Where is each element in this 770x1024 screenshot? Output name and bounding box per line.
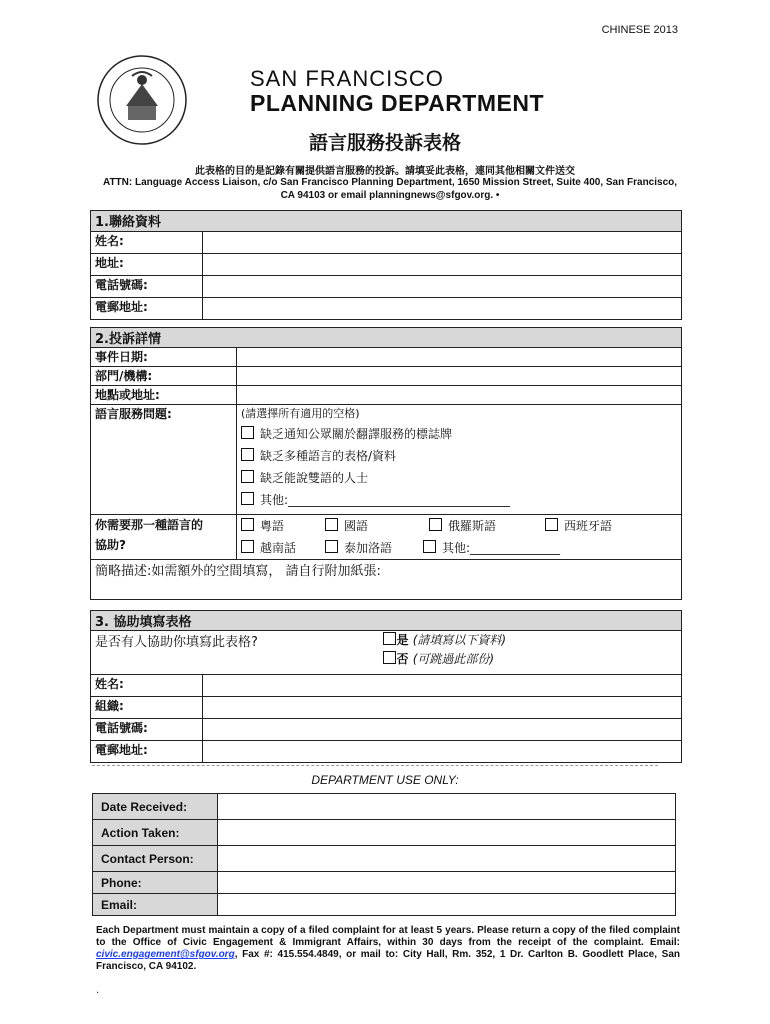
phone-field[interactable] xyxy=(203,276,682,298)
field-label: Action Taken: xyxy=(93,820,218,846)
language-option[interactable]: 俄羅斯語 xyxy=(429,515,545,537)
issue-option[interactable]: 其他:_____________________________________ xyxy=(241,489,677,511)
contact-section xyxy=(90,210,682,320)
field-label: 地點或地址: xyxy=(91,386,237,405)
checkbox[interactable] xyxy=(545,518,558,531)
incident-date-field[interactable] xyxy=(237,348,682,367)
checkbox[interactable] xyxy=(383,651,396,664)
email-link[interactable]: civic.engagement@sfgov.org xyxy=(96,949,235,960)
attn-text xyxy=(90,176,690,202)
org-name-line1: SAN FRANCISCO xyxy=(250,66,444,91)
field-label: Contact Person: xyxy=(93,846,218,872)
checkbox[interactable] xyxy=(241,448,254,461)
section-heading: 2.投訴詳情 xyxy=(91,328,682,348)
checkbox[interactable] xyxy=(423,540,436,553)
field-label: 部門/機構: xyxy=(91,367,237,386)
field-label: 電郵地址: xyxy=(91,741,203,763)
language-option[interactable]: 其他:_______________ xyxy=(423,537,560,559)
checkbox[interactable] xyxy=(429,518,442,531)
field-label: Date Received: xyxy=(93,794,218,820)
field-label: 電話號碼: xyxy=(91,276,203,298)
field-label: 地址: xyxy=(91,254,203,276)
section-heading: 1.聯絡資料 xyxy=(91,211,682,232)
checkbox[interactable] xyxy=(241,426,254,439)
helper-phone-field[interactable] xyxy=(203,719,682,741)
field-label: 語言服務問題: xyxy=(91,405,237,515)
field-label: 電郵地址: xyxy=(91,298,203,320)
department-use-table xyxy=(92,793,676,916)
footer-dot: . xyxy=(96,985,100,996)
footer-text: Each Department must maintain a copy of a filed complaint for at least 5 years. Please return a copy of the filed complaint to the Office of Civic Engagement & Immigrant Affairs, within 30 days from the receipt of the complaint. Email: xyxy=(96,925,680,948)
field-label: 姓名: xyxy=(91,232,203,254)
assistance-question: 是否有人協助你填寫此表格? xyxy=(91,631,383,675)
description-field[interactable]: 簡略描述:如需額外的空間填寫， 請自行附加紙張: xyxy=(91,560,682,600)
language-label-line1: 你需要那一種語言的 xyxy=(95,518,204,532)
dept-email-field[interactable] xyxy=(218,894,676,916)
issue-options xyxy=(237,405,682,515)
dept-phone-field[interactable] xyxy=(218,872,676,894)
name-field[interactable] xyxy=(203,232,682,254)
contact-person-field[interactable] xyxy=(218,846,676,872)
helper-name-field[interactable] xyxy=(203,675,682,697)
purpose-text: 此表格的目的是記錄有關提供語言服務的投訴。請填妥此表格，連同其他相關文件送交 xyxy=(195,166,575,177)
language-option[interactable]: 泰加洛語 xyxy=(325,537,423,559)
no-option[interactable]: 否 (可跳過此部份) xyxy=(383,650,678,669)
checkbox[interactable] xyxy=(241,540,254,553)
field-label: 事件日期: xyxy=(91,348,237,367)
issue-option[interactable]: 缺乏能說雙語的人士 xyxy=(241,467,677,489)
date-received-field[interactable] xyxy=(218,794,676,820)
email-field[interactable] xyxy=(203,298,682,320)
checkbox[interactable] xyxy=(383,632,396,645)
divider xyxy=(92,765,658,766)
footer-note xyxy=(96,925,680,973)
language-options xyxy=(237,515,682,560)
helper-organization-field[interactable] xyxy=(203,697,682,719)
checkbox[interactable] xyxy=(325,540,338,553)
checkbox[interactable] xyxy=(325,518,338,531)
attn-line-1: ATTN: Language Access Liaison, c/o San Francisco Planning Department, 1650 Mission Street, Suite 400, San Francisco, xyxy=(102,177,678,188)
location-field[interactable] xyxy=(237,386,682,405)
action-taken-field[interactable] xyxy=(218,820,676,846)
form-title: 語言服務投訴表格 xyxy=(308,132,461,154)
yes-option[interactable]: 是 (請填寫以下資料) xyxy=(383,631,678,650)
checkbox[interactable] xyxy=(241,492,254,505)
field-label: 電話號碼: xyxy=(91,719,203,741)
language-label-line2: 協助? xyxy=(95,538,126,552)
footer-text: , Fax #: 415.554.4849, or mail to: City Hall, Rm. 352, 1 Dr. Carlton B. Goodlett Place, San Francisco, CA 94102. xyxy=(96,949,680,972)
org-name-line2: PLANNING DEPARTMENT xyxy=(250,90,545,116)
language-option[interactable]: 國語 xyxy=(325,515,429,537)
assistance-options xyxy=(383,631,682,675)
field-label: 組織: xyxy=(91,697,203,719)
field-label: Phone: xyxy=(93,872,218,894)
language-label xyxy=(91,515,237,560)
language-option[interactable]: 越南話 xyxy=(241,537,325,559)
checkbox[interactable] xyxy=(241,470,254,483)
field-label: Email: xyxy=(93,894,218,916)
field-label: 姓名: xyxy=(91,675,203,697)
address-field[interactable] xyxy=(203,254,682,276)
department-heading: DEPARTMENT USE ONLY: xyxy=(311,773,459,787)
issue-option[interactable]: 缺乏多種語言的表格/資料 xyxy=(241,445,677,467)
helper-email-field[interactable] xyxy=(203,741,682,763)
department-field[interactable] xyxy=(237,367,682,386)
assistance-section xyxy=(90,610,682,763)
complaint-section xyxy=(90,327,682,600)
issue-option[interactable]: 缺乏通知公眾關於翻譯服務的標誌牌 xyxy=(241,423,677,445)
language-tag: CHINESE 2013 xyxy=(601,24,678,36)
attn-line-2: CA 94103 or email planningnews@sfgov.org. • xyxy=(280,190,500,201)
language-option[interactable]: 粵語 xyxy=(241,515,325,537)
language-option[interactable]: 西班牙語 xyxy=(545,515,612,537)
checkbox[interactable] xyxy=(241,518,254,531)
issue-hint: (請選擇所有適用的空格) xyxy=(241,407,360,420)
section-heading: 3. 協助填寫表格 xyxy=(91,611,682,631)
